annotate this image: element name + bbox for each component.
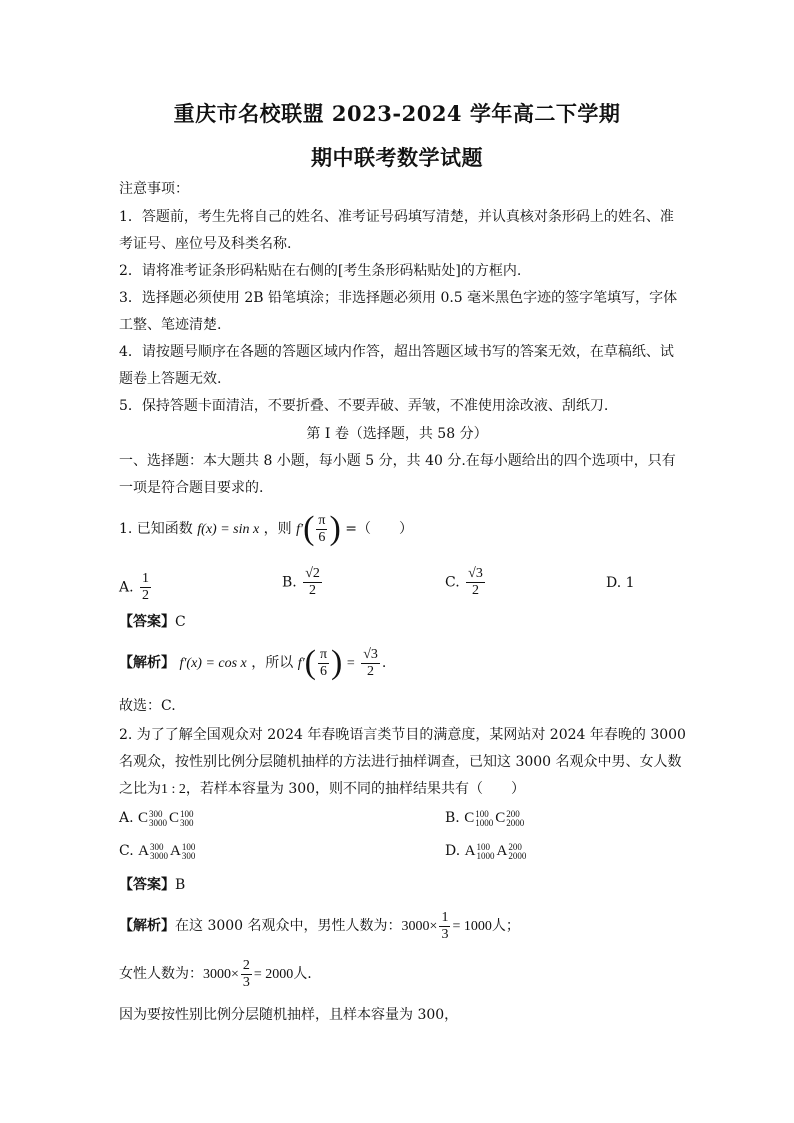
q1-option-a: A. $\frac{1}{2}$ [119, 571, 150, 603]
q2-answer: 【答案】B [119, 877, 186, 893]
notice-heading: 注意事项： [119, 181, 189, 197]
q2-option-b: B. C 100 1000 C 200 2000 [445, 809, 525, 828]
title-line-2: 期中联考数学试题 [311, 145, 483, 170]
part-heading: 第 I 卷（选择题，共 58 分） [306, 426, 488, 442]
q1-analysis: 【解析】 f′(x) = cos x ，所以 f′( $\frac{\pi}{6}$ ) = $\frac{√3}{2}$ . [119, 644, 387, 681]
notice-line: 考证号、座位号及科类名称. [119, 236, 292, 252]
q1-option-c: C. $\frac{√3}{2}$ [445, 566, 483, 598]
notice-line: 3．选择题必须使用 2B 铅笔填涂；非选择题必须用 0.5 毫米黑色字迹的签字笔填写，字体 [119, 290, 678, 306]
q1-option-b: B. $\frac{√2}{2}$ [282, 566, 320, 598]
notice-line: 2．请将准考证条形码粘贴在右侧的[考生条形码粘贴处]的方框内. [119, 263, 522, 279]
question-1: 1. 已知函数 f(x) = sin x ，则 f′( $\frac{\pi}{6}$ ) =（ ） [119, 510, 413, 547]
q1-option-d: D. 1 [606, 575, 635, 591]
notice-line: 题卷上答题无效. [119, 371, 222, 387]
q2-analysis-male: 【解析】在这 3000 名观众中，男性人数为：3000× $\frac{1}{3}$ = 1000人； [119, 909, 520, 942]
question-2-line-1: 2. 为了了解全国观众对 2024 年春晚语言类节目的满意度，某网站对 2024 年春晚的 3000 [119, 727, 686, 743]
q1-suffix: =（ ） [345, 521, 413, 537]
q2-option-c: C. A 300 3000 A 100 300 [119, 842, 196, 861]
q1-conclusion: 故选：C. [119, 698, 176, 714]
q2-analysis-female: 女性人数为：3000× $\frac{2}{3}$ = 2000人. [119, 957, 312, 990]
q1-mid: ，则 [263, 521, 292, 537]
q1-answer: 【答案】C [119, 614, 186, 630]
q1-fprime: f′ [296, 522, 304, 537]
section-heading: 一、选择题：本大题共 8 小题，每小题 5 分，共 40 分.在每小题给出的四个选项中，只有 [119, 453, 676, 469]
notice-line: 4．请按题号顺序在各题的答题区域内作答，超出答题区域书写的答案无效，在草稿纸、试 [119, 344, 674, 360]
q1-function: f(x) = sin x [197, 522, 260, 537]
q2-analysis-last: 因为要按性别比例分层随机抽样，且样本容量为 300， [119, 1007, 459, 1023]
notice-line: 工整、笔迹清楚. [119, 317, 222, 333]
q1-arg-fraction: $\frac{\pi}{6}$ [318, 512, 326, 545]
section-heading-cont: 一项是符合题目要求的. [119, 480, 264, 496]
q1-prefix: 1. 已知函数 [119, 521, 193, 537]
question-2-line-3: 之比为1 : 2，若样本容量为 300，则不同的抽样结果共有（ ） [119, 781, 526, 797]
question-2-line-2: 名观众，按性别比例分层随机抽样的方法进行抽样调查，已知这 3000 名观众中男、女人数 [119, 754, 682, 770]
q2-option-d: D. A 100 1000 A 200 2000 [445, 842, 527, 861]
notice-line: 1．答题前，考生先将自己的姓名、准考证号码填写清楚，并认真核对条形码上的姓名、准 [119, 209, 674, 225]
notice-line: 5．保持答题卡面清洁，不要折叠、不要弄破、弄皱，不准使用涂改液、刮纸刀. [119, 398, 609, 414]
q2-option-a: A. C 300 3000 C 100 300 [119, 809, 194, 828]
title-line-1: 重庆市名校联盟 2023-2024 学年高二下学期 [173, 101, 621, 126]
